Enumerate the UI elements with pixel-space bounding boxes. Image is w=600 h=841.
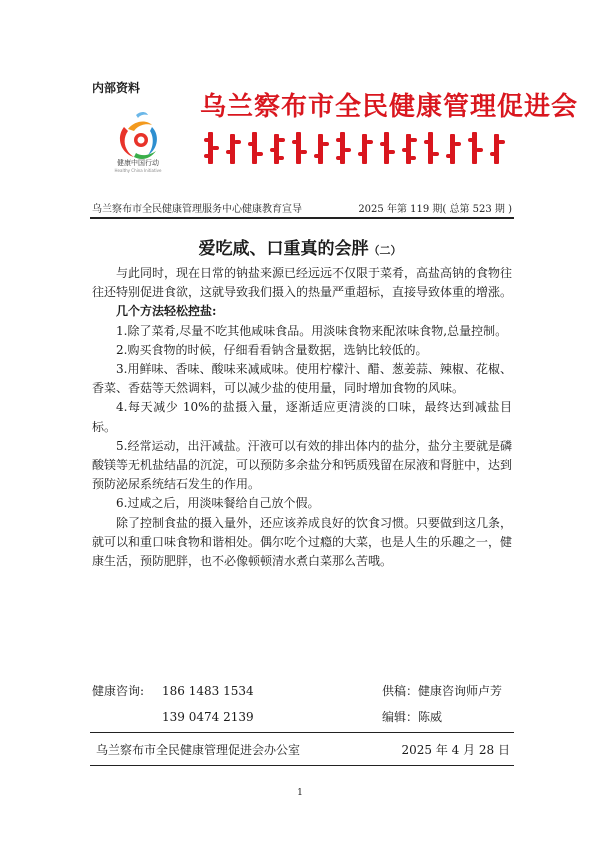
article-title-text: 爱吃咸、口重真的会胖 (198, 239, 369, 259)
issue-line (92, 200, 512, 215)
logo-caption: 健康中国行动 (117, 159, 159, 167)
footer-office (96, 741, 510, 758)
section-heading: 几个方法轻松控盐: (116, 304, 217, 319)
paragraph: 与此同时，现在日常的钠盐来源已经远远不仅限于菜肴，高盐高钠的食物往往还特别促进食欲，这就导致我们摄入的热量严重超标，直接导致体重的增涨。 (92, 266, 513, 300)
list-item: 3.用鲜味、香味、酸味来减咸味。使用柠檬汁、醋、葱姜蒜、辣椒、花椒、香菜、香菇等天然调料，可以减少盐的使用量，同时增加食物的风味。 (92, 362, 512, 396)
contact-block (92, 678, 512, 730)
page-number: 1 (297, 788, 303, 798)
list-item: 4.每天减少 10%的盐摄入量，逐渐适应更清淡的口味，最终达到减盐目标。 (92, 400, 512, 434)
article-body (92, 264, 512, 571)
provider-credit: 供稿：健康咨询师卢芳 (382, 684, 503, 698)
contact-label: 健康咨询: (92, 684, 145, 698)
editor-credit: 编辑：陈威 (382, 710, 443, 724)
internal-label: 内部资料 (92, 81, 141, 95)
masthead-title: 乌兰察布市全民健康管理促进会 (200, 92, 579, 122)
office-name: 乌兰察布市全民健康管理促进会办公室 (96, 743, 301, 757)
phone-number: 186 1483 1534 (162, 684, 254, 698)
issue-date: 2025 年 4 月 28 日 (401, 743, 510, 757)
logo-caption-en: Healthy China Initiative (114, 168, 162, 173)
article-title (0, 234, 600, 259)
footer-divider-bottom (90, 765, 514, 766)
list-item: 2.购买食物的时候，仔细看看钠含量数据，选钠比较低的。 (116, 342, 428, 357)
issuer-text: 乌兰察布市全民健康管理服务中心健康教育宣导 (92, 204, 302, 215)
phone-number: 139 0474 2139 (162, 710, 254, 724)
list-item: 1.除了菜肴,尽量不吃其他咸味食品。用淡味食物来配浓味食物,总量控制。 (116, 323, 508, 338)
list-item: 5.经常运动，出汗减盐。汗液可以有效的排出体内的盐分，盐分主要就是磷酸镁等无机盐结晶的沉淀，可以预防多余盐分和钙质残留在尿液和肾脏中，达到预防泌尿系统结石发生的作用。 (92, 438, 513, 492)
article-title-suffix: （二） (368, 244, 402, 257)
footer-divider-top (90, 732, 514, 733)
healthy-china-logo-icon (110, 107, 166, 165)
paragraph: 除了控制食盐的摄入量外，还应该养成良好的饮食习惯。只要做到这几条，就可以和重口味食物和谐相处。偶尔吃个过瘾的大菜，也是人生的乐趣之一，健康生活，预防肥胖，也不必像顿顿清水煮白菜那么苦哦。 (92, 515, 513, 569)
issue-number: 2025 年第 119 期( 总第 523 期 ) (358, 204, 512, 215)
list-item: 6.过咸之后，用淡味餐给自己放个假。 (116, 496, 320, 511)
header-divider (90, 217, 514, 219)
mongolian-script-banner-icon (200, 130, 510, 166)
